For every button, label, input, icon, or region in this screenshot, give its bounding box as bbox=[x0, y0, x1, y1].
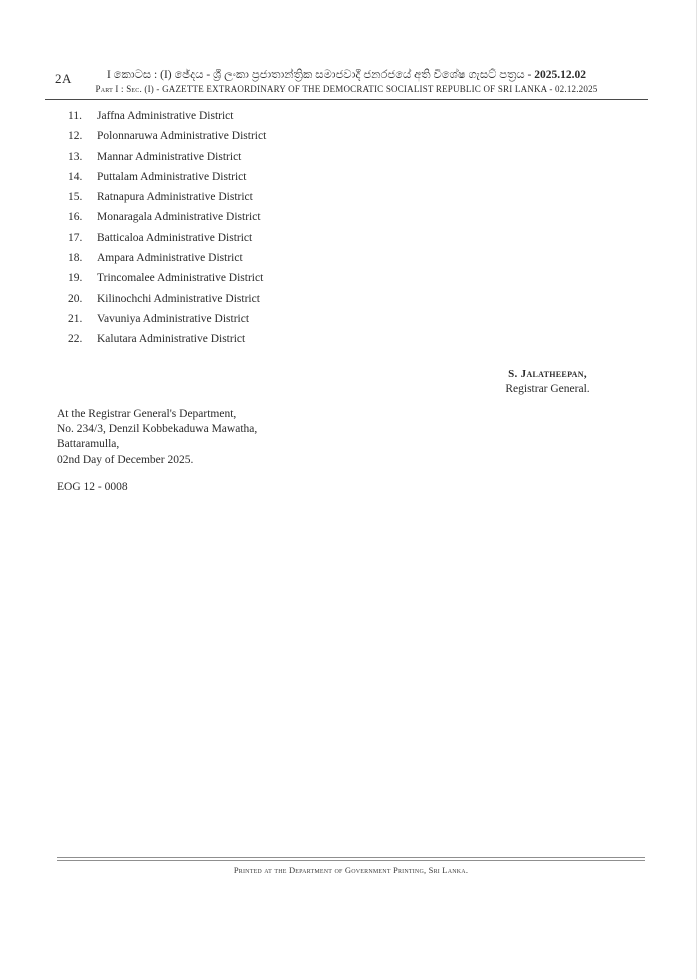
list-item bbox=[68, 129, 488, 149]
signatory-name: S. Jalatheepan, bbox=[508, 368, 587, 380]
list-item-number: 19. bbox=[68, 272, 83, 285]
list-item bbox=[68, 332, 488, 352]
list-item-label: Jaffna Administrative District bbox=[97, 110, 234, 122]
list-item bbox=[68, 109, 488, 129]
page-header bbox=[45, 68, 648, 100]
list-item-number: 15. bbox=[68, 191, 83, 204]
list-item-number: 14. bbox=[68, 170, 83, 183]
list-item bbox=[68, 251, 488, 271]
list-item bbox=[68, 312, 488, 332]
header-title-sinhala bbox=[45, 68, 648, 83]
list-item bbox=[68, 170, 488, 190]
list-item-label: Kilinochchi Administrative District bbox=[97, 292, 260, 305]
list-item-label: Ampara Administrative District bbox=[97, 252, 243, 265]
list-item-number: 13. bbox=[68, 150, 83, 163]
list-item-number: 22. bbox=[68, 333, 83, 346]
list-item-number: 16. bbox=[68, 211, 83, 224]
signatory-title: Registrar General. bbox=[505, 383, 590, 395]
list-item-number: 18. bbox=[68, 252, 83, 265]
list-item bbox=[68, 210, 488, 230]
list-item-label: Vavuniya Administrative District bbox=[97, 312, 250, 325]
printer-imprint: Printed at the Department of Government Printing, Sri Lanka. bbox=[233, 865, 469, 875]
list-item-number: 12. bbox=[68, 130, 83, 143]
signature-block bbox=[455, 367, 640, 397]
colophon-line: Battaramulla, bbox=[57, 438, 120, 451]
header-rule bbox=[45, 99, 648, 100]
colophon-line: 02nd Day of December 2025. bbox=[57, 453, 194, 466]
gazette-reference: EOG 12 - 0008 bbox=[57, 481, 128, 493]
list-item bbox=[68, 292, 488, 312]
list-item bbox=[68, 271, 488, 291]
list-item-number: 21. bbox=[68, 312, 83, 325]
colophon-address bbox=[57, 407, 257, 468]
list-item-label: Puttalam Administrative District bbox=[97, 170, 247, 183]
list-item-number: 20. bbox=[68, 292, 83, 305]
list-item bbox=[68, 150, 488, 170]
list-item-label: Kalutara Administrative District bbox=[97, 333, 246, 346]
colophon-line: At the Registrar General's Department, bbox=[57, 408, 237, 420]
scan-edge-line bbox=[696, 0, 697, 979]
list-item-label: Ratnapura Administrative District bbox=[97, 191, 253, 204]
list-item bbox=[68, 190, 488, 210]
header-title-sinhala-text: I කොටස : (I) ඡේදය - ශ්‍රී ලංකා ප්‍රජාතාන්ත්‍රික සමාජවාදී ජනරජයේ අති විශේෂ ගැසට් පත්‍රය - bbox=[106, 69, 535, 81]
footer-rule bbox=[57, 857, 645, 861]
header-date-sinhala: 2025.12.02 bbox=[534, 69, 587, 81]
list-item-label: Mannar Administrative District bbox=[97, 150, 242, 163]
list-item-label: Polonnaruwa Administrative District bbox=[97, 130, 267, 143]
colophon-line: No. 234/3, Denzil Kobbekaduwa Mawatha, bbox=[57, 423, 258, 436]
list-item-number: 17. bbox=[68, 231, 83, 244]
list-item-label: Batticaloa Administrative District bbox=[97, 231, 253, 244]
list-item-label: Monaragala Administrative District bbox=[97, 211, 261, 224]
list-item bbox=[68, 231, 488, 251]
list-item-label: Trincomalee Administrative District bbox=[97, 272, 264, 285]
list-item-number: 11. bbox=[68, 110, 82, 122]
header-title-english: Part I : Sec. (I) - GAZETTE EXTRAORDINARY OF THE DEMOCRATIC SOCIALIST REPUBLIC OF SRI LANKA - 02.12.2025 bbox=[95, 84, 598, 94]
page-number: 2A bbox=[55, 71, 72, 86]
district-list bbox=[68, 109, 488, 353]
